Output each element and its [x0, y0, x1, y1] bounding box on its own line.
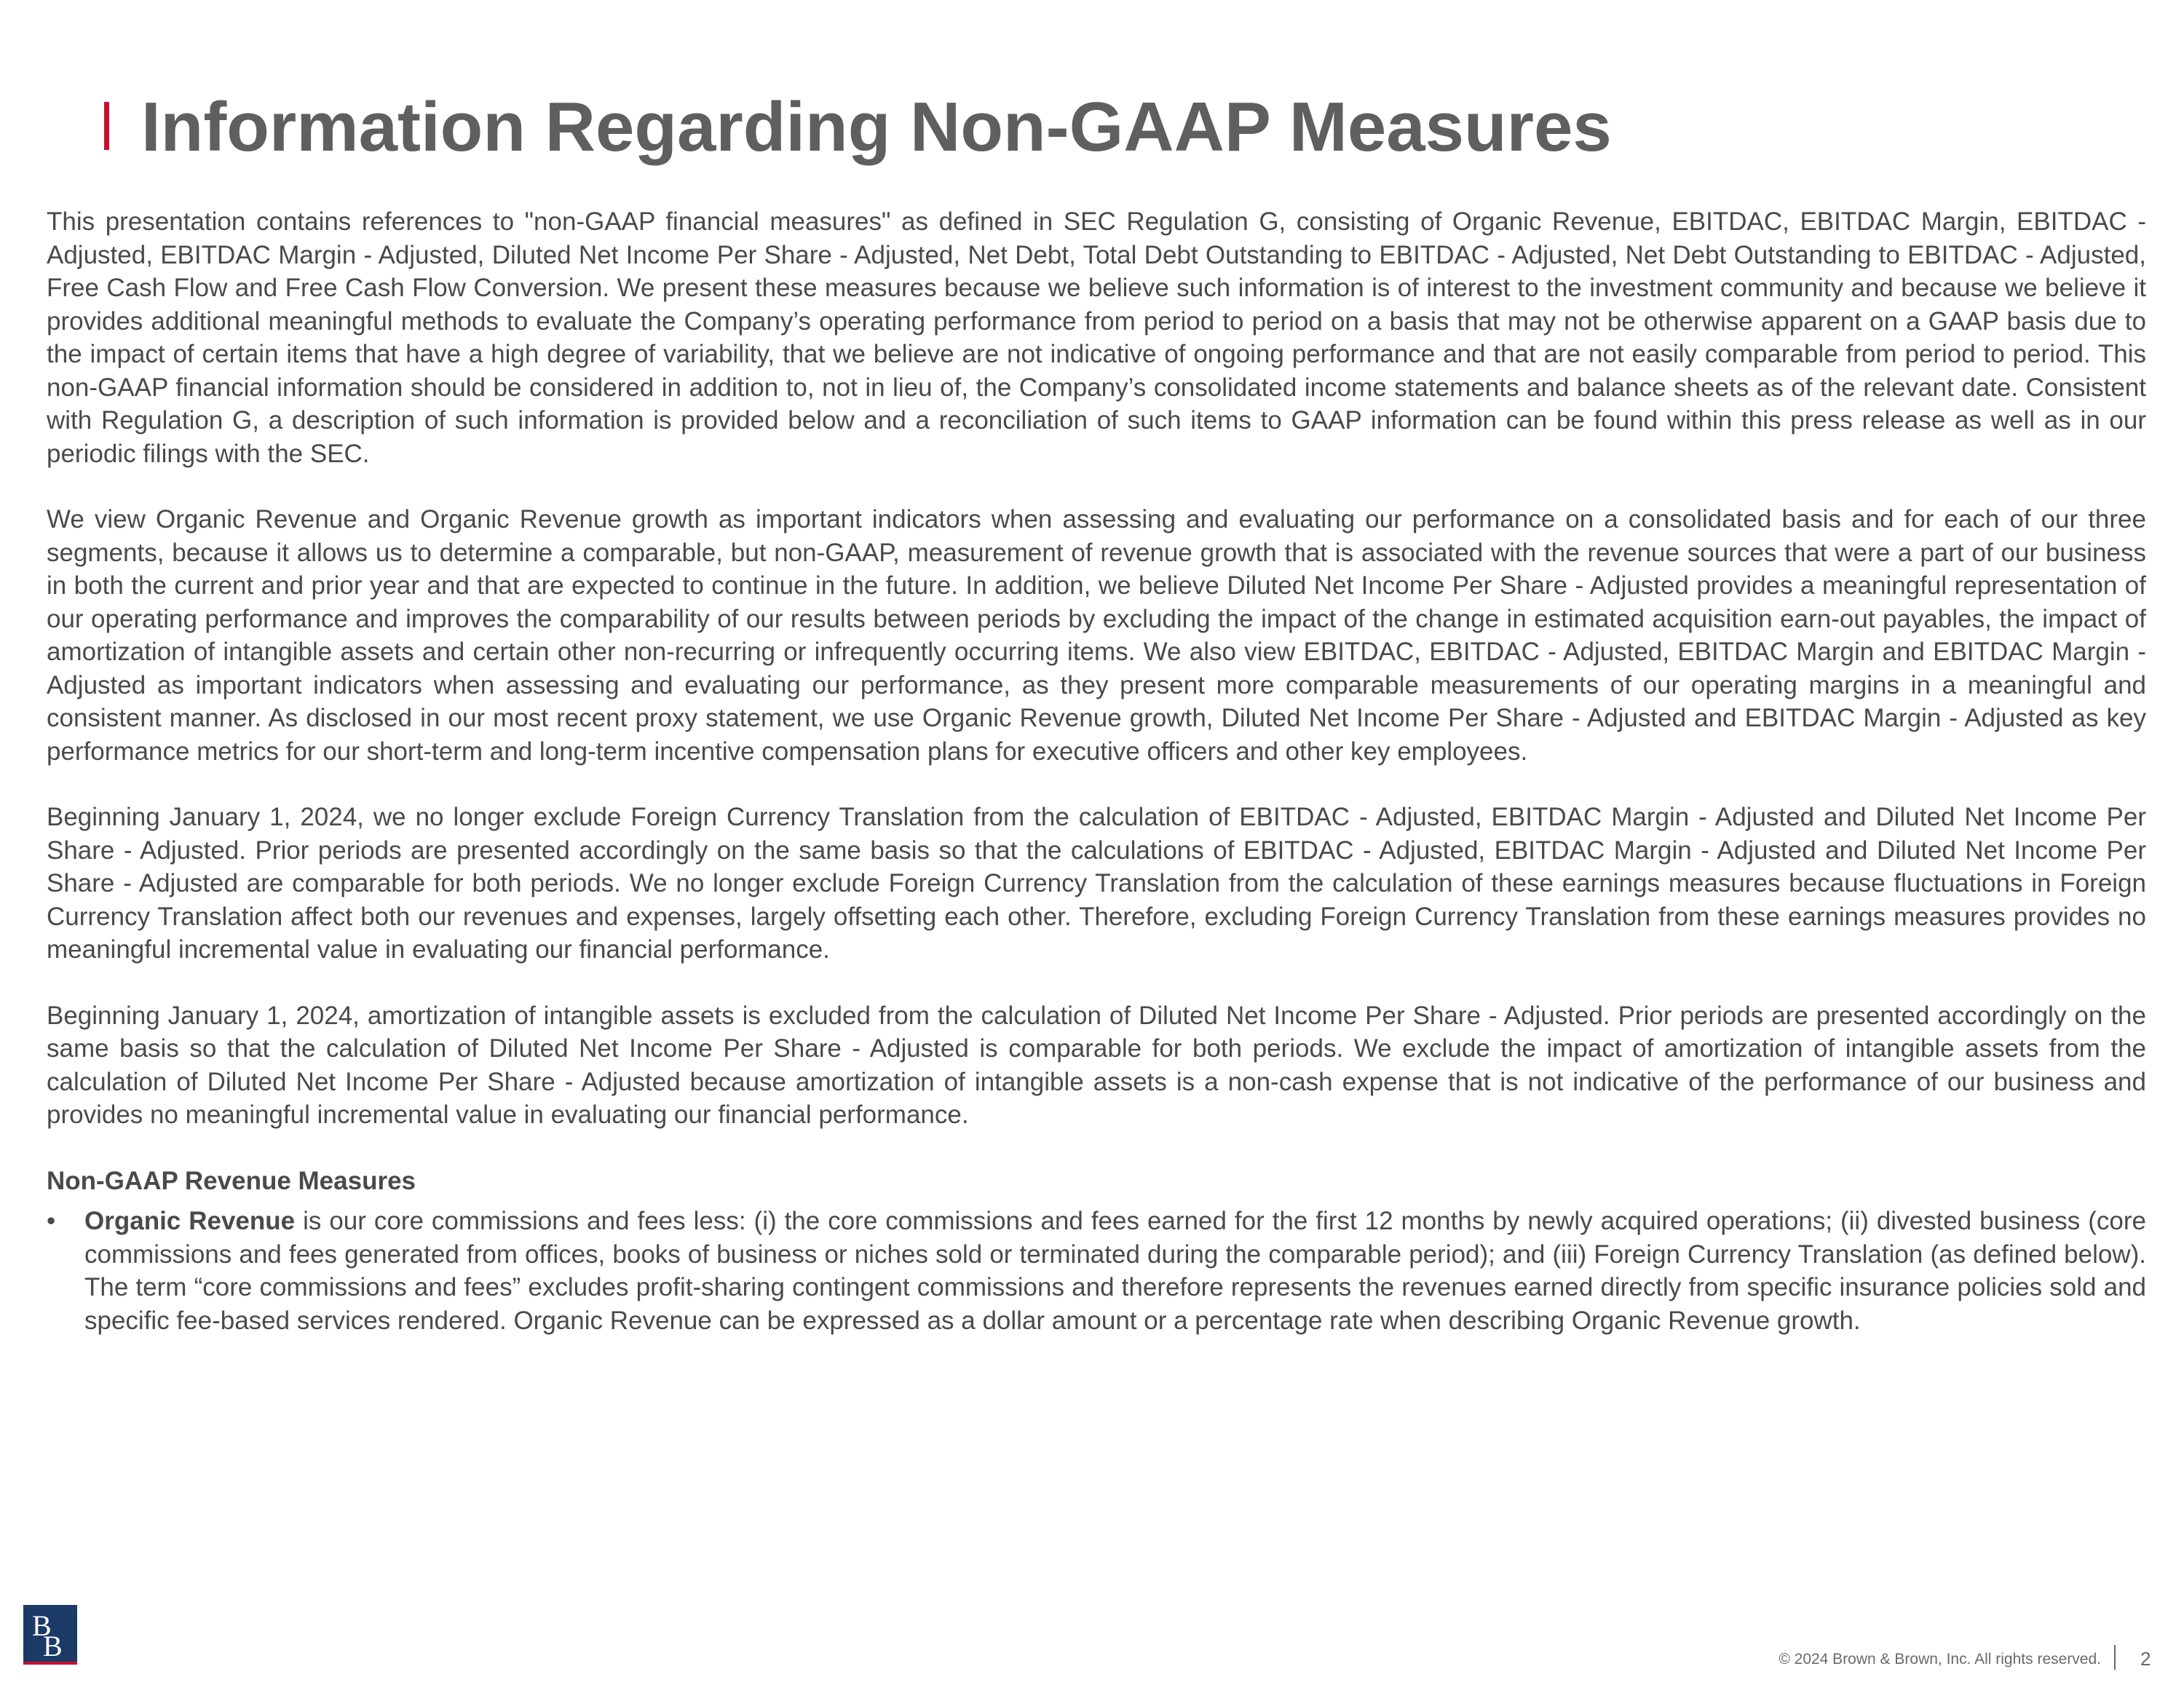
footer-copyright: © 2024 Brown & Brown, Inc. All rights reserved. — [1779, 1651, 2101, 1668]
footer-divider — [2114, 1645, 2116, 1670]
brown-brown-logo — [23, 1605, 77, 1665]
bullet-list — [47, 1205, 2146, 1337]
title-accent-bar — [104, 102, 109, 150]
bullet-marker: • — [47, 1207, 56, 1235]
logo-letter-top: B — [32, 1609, 52, 1642]
list-item — [47, 1205, 2146, 1337]
paragraph-amortization: Beginning January 1, 2024, amortization of intangible assets is excluded from the calculation of Diluted Net Income Per Share - Adjusted. Prior periods are presented accordingly on the same basis so that the calculation of Diluted Net Income Per Share - Adjusted is comparable for both periods. We exclude the impact of amortization of intangible assets from the calculation of Diluted Net Income Per Share - Adjusted because amortization of intangible assets is a non-cash expense that is not indicative of the performance of our business and provides no meaningful incremental value in evaluating our financial performance. — [47, 1001, 2146, 1129]
logo-letter-bottom: B — [43, 1630, 63, 1662]
page-number: 2 — [2140, 1648, 2151, 1670]
paragraph-foreign-currency: Beginning January 1, 2024, we no longer exclude Foreign Currency Translation from the calculation of EBITDAC - Adjusted, EBITDAC Margin - Adjusted and Diluted Net Income Per Share - Adjusted. Prior periods are presented accordingly on the same basis so that the calculations of EBITDAC - Adjusted, EBITDAC Margin - Adjusted and Diluted Net Income Per Share - Adjusted are comparable for both periods. We no longer exclude Foreign Currency Translation from the calculation of these earnings measures because fluctuations in Foreign Currency Translation affect both our revenues and expenses, largely offsetting each other. Therefore, excluding Foreign Currency Translation from these earnings measures provides no meaningful incremental value in evaluating our financial performance. — [47, 803, 2146, 964]
paragraph-organic-revenue-view: We view Organic Revenue and Organic Revenue growth as important indicators when assessing and evaluating our performance on a consolidated basis and for each of our three segments, because it allows us to determine a comparable, but non-GAAP, measurement of revenue growth that is associated with the revenue sources that were a part of our business in both the current and prior year and that are expected to continue in the future. In addition, we believe Diluted Net Income Per Share - Adjusted provides a meaningful representation of our operating performance and improves the comparability of our results between periods by excluding the impact of the change in estimated acquisition earn-out payables, the impact of amortization of intangible assets and certain other non-recurring or infrequently occurring items. We also view EBITDAC, EBITDAC - Adjusted, EBITDAC Margin and EBITDAC Margin - Adjusted as important indicators when assessing and evaluating our performance, as they present more comparable measurements of our operating margins in a meaningful and consistent manner. As disclosed in our most recent proxy statement, we use Organic Revenue growth, Diluted Net Income Per Share - Adjusted and EBITDAC Margin - Adjusted as key performance metrics for our short-term and long-term incentive compensation plans for executive officers and other key employees. — [47, 505, 2146, 766]
document-body — [47, 205, 2146, 1337]
section-heading: Non-GAAP Revenue Measures — [47, 1166, 416, 1195]
bullet-text: is our core commissions and fees less: (i) the core commissions and fees earned for the first 12 months by newly acquired operations; (ii) divested business (core commissions and fees generated from offices, books of business or niches sold or terminated during the comparable period); and (iii) Foreign Currency Translation (as defined below). The term “core commissions and fees” excludes profit-sharing contingent commissions and therefore represents the revenues earned directly from specific insurance policies sold and specific fee-based services rendered. Organic Revenue can be expressed as a dollar amount or a percentage rate when describing Organic Revenue growth. — [84, 1207, 2146, 1335]
logo-monogram-icon — [23, 1605, 77, 1662]
paragraph-intro: This presentation contains references to "non-GAAP financial measures" as defined in SEC Regulation G, consisting of Organic Revenue, EBITDAC, EBITDAC Margin, EBITDAC - Adjusted, EBITDAC Margin - Adjusted, Diluted Net Income Per Share - Adjusted, Net Debt, Total Debt Outstanding to EBITDAC - Adjusted, Net Debt Outstanding to EBITDAC - Adjusted, Free Cash Flow and Free Cash Flow Conversion. We present these measures because we believe such information is of interest to the investment community and because we believe it provides additional meaningful methods to evaluate the Company’s operating performance from period to period on a basis that may not be otherwise apparent on a GAAP basis due to the impact of certain items that have a high degree of variability, that we believe are not indicative of ongoing performance and that are not easily comparable from period to period. This non-GAAP financial information should be considered in addition to, not in lieu of, the Company’s consolidated income statements and balance sheets as of the relevant date. Consistent with Regulation G, a description of such information is provided below and a reconciliation of such items to GAAP information can be found within this press release as well as in our periodic filings with the SEC. — [47, 207, 2146, 468]
bullet-term: Organic Revenue — [84, 1207, 296, 1235]
page-title: Information Regarding Non-GAAP Measures — [141, 88, 1612, 166]
